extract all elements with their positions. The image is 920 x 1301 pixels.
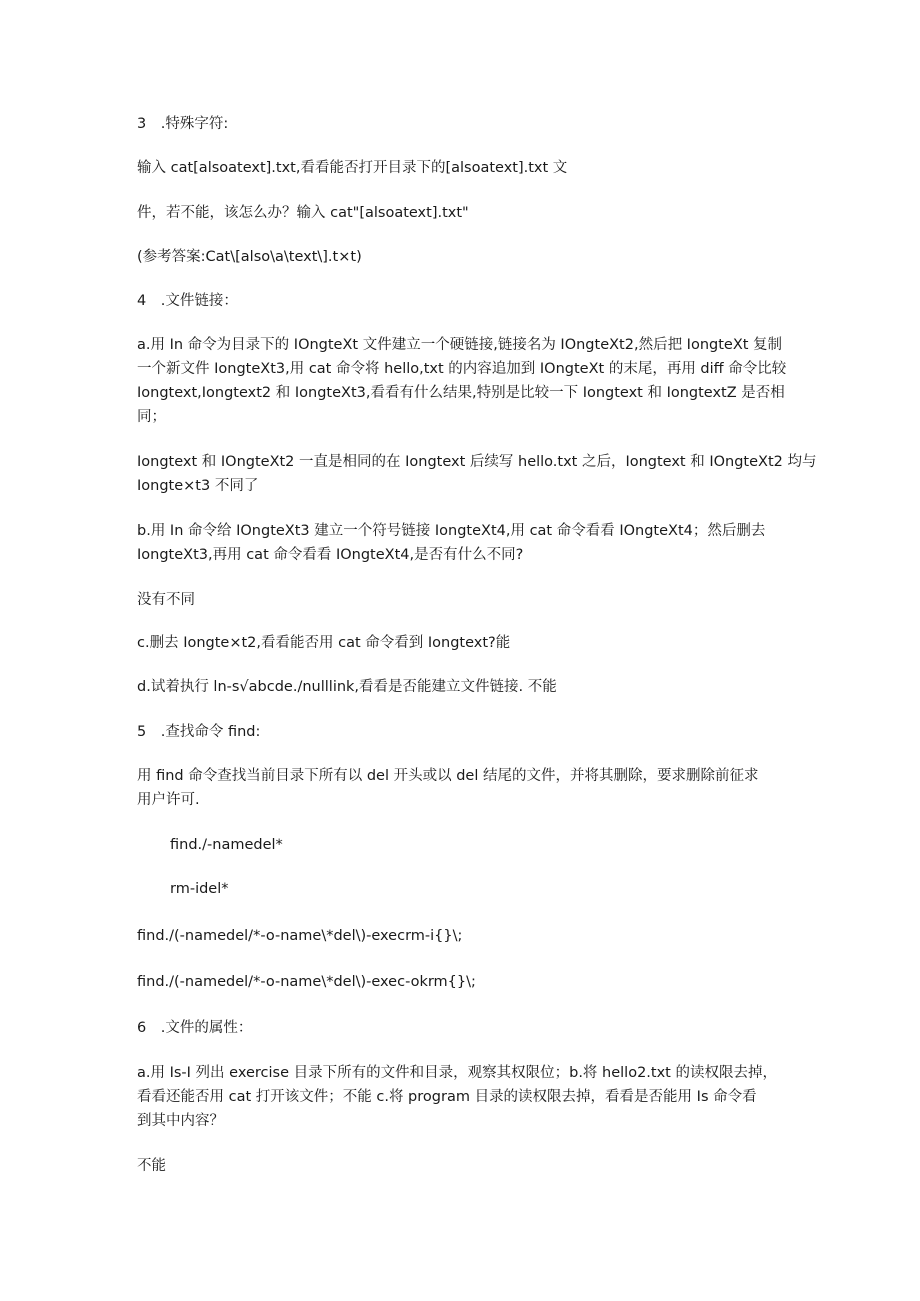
answer-line: 不能 <box>137 1158 166 1174</box>
paragraph-line: d.试着执行 ln-s√abcde./nulllink,看看是否能建立文件链接. 不能 <box>137 679 557 695</box>
paragraph-line: 同； <box>137 409 166 425</box>
paragraph-line: Iongtext,Iongtext2 和 IongteXt3,看看有什么结果,特别是比较一下 Iongtext 和 IongtextZ 是否相 <box>137 385 785 401</box>
heading-file-links: 4 .文件链接： <box>137 293 238 309</box>
paragraph-line: 看看还能否用 cat 打开该文件；不能 c.将 program 目录的读权限去掉，看看是否能用 Is 命令看 <box>137 1089 757 1105</box>
paragraph-line: Iongtext 和 IOngteXt2 一直是相同的在 Iongtext 后续写 hello.txt 之后，Iongtext 和 IOngteXt2 均与 <box>137 454 817 470</box>
paragraph-line: 到其中内容？ <box>137 1113 224 1129</box>
paragraph-line: c.删去 Iongte×t2,看看能否用 cat 命令看到 Iongtext?能 <box>137 635 511 651</box>
answer-line: 没有不同 <box>137 592 195 608</box>
command-line: find./-namedel* <box>170 837 283 853</box>
paragraph-line: 件，若不能，该怎么办？输入 cat"[alsoatext].txt" <box>137 205 469 221</box>
paragraph-line: b.用 In 命令给 IOngteXt3 建立一个符号链接 IongteXt4,用 cat 命令看看 IOngteXt4；然后删去 <box>137 523 766 539</box>
paragraph-line: IongteXt3,再用 cat 命令看看 IOngteXt4,是否有什么不同? <box>137 547 524 563</box>
command-line: find./(-namedel/*-o-name\*del\)-execrm-i{}\; <box>137 928 463 944</box>
paragraph-line: Iongte×t3 不同了 <box>137 478 259 494</box>
paragraph-line: 用户许可. <box>137 792 200 808</box>
reference-answer: (参考答案:Cat\[also\a\text\].t×t) <box>137 249 362 265</box>
heading-find-command: 5 .查找命令 find: <box>137 724 261 740</box>
heading-file-attributes: 6 .文件的属性： <box>137 1020 253 1036</box>
paragraph-line: a.用 Is-I 列出 exercise 目录下所有的文件和目录，观察其权限位；b.将 hello2.txt 的读权限去掉， <box>137 1065 777 1081</box>
heading-special-characters: 3 .特殊字符: <box>137 116 229 132</box>
paragraph-line: a.用 In 命令为目录下的 IOngteXt 文件建立一个硬链接,链接名为 IOngteXt2,然后把 IongteXt 复制 <box>137 337 783 353</box>
paragraph-line: 用 find 命令查找当前目录下所有以 del 开头或以 del 结尾的文件，并将其删除，要求删除前征求 <box>137 768 759 784</box>
command-line: rm-idel* <box>170 881 229 897</box>
paragraph-line: 输入 cat[alsoatext].txt,看看能否打开目录下的[alsoatext].txt 文 <box>137 160 568 176</box>
paragraph-line: 一个新文件 IongteXt3,用 cat 命令将 hello,txt 的内容追加到 IOngteXt 的末尾，再用 diff 命令比较 <box>137 361 787 377</box>
command-line: find./(-namedel/*-o-name\*del\)-exec-okrm{}\; <box>137 974 476 990</box>
